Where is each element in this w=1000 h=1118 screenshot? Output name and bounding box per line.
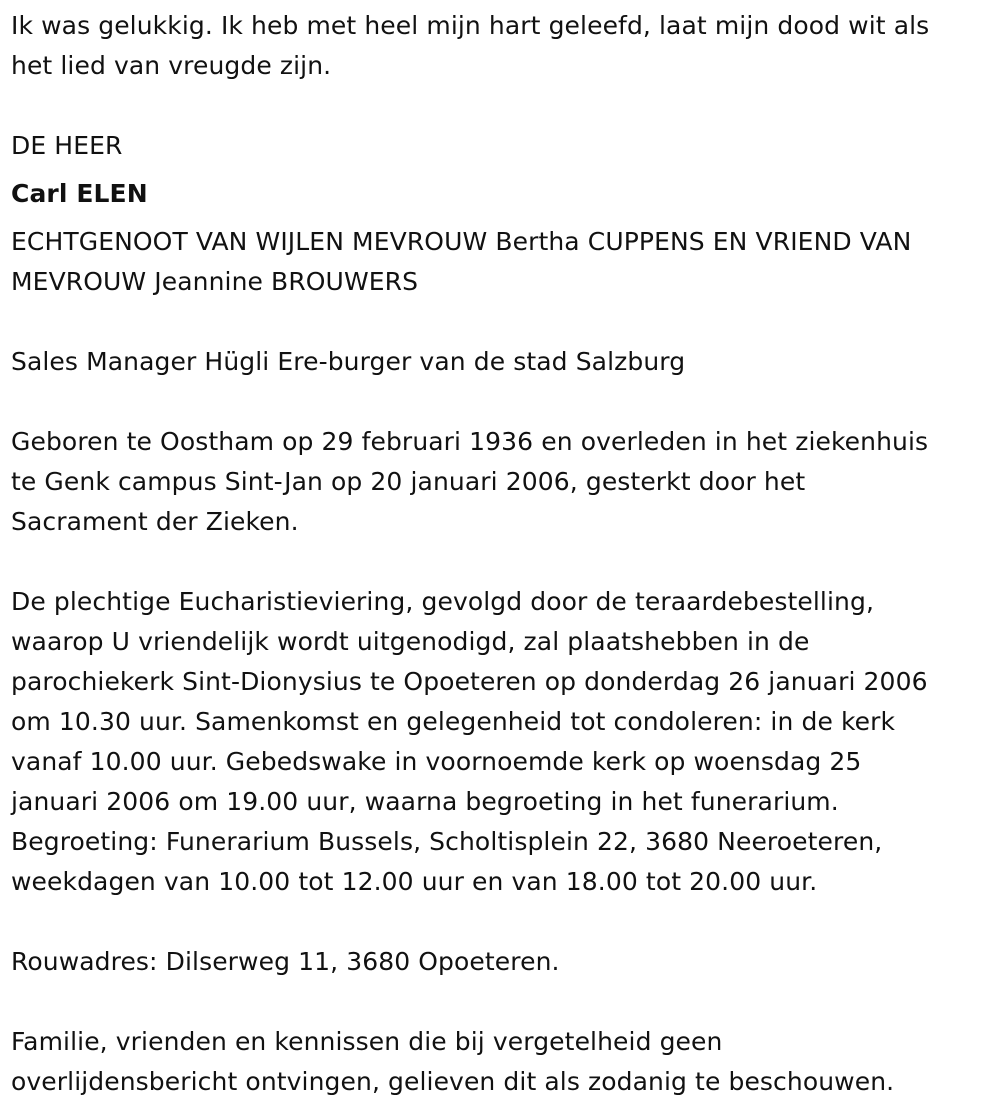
spacer — [11, 302, 988, 342]
occupation-line: Sales Manager Hügli Ere-burger van de stad Salzburg — [11, 347, 686, 376]
ceremony-line: Begroeting: Funerarium Bussels, Scholtisplein 22, 3680 Neeroeteren, — [11, 827, 883, 856]
ceremony-line: waarop U vriendelijk wordt uitgenodigd, zal plaatshebben in de — [11, 627, 810, 656]
relation-line: ECHTGENOOT VAN WIJLEN MEVROUW Bertha CUPPENS EN VRIEND VAN — [11, 227, 912, 256]
address-text — [11, 942, 988, 982]
relation-text — [11, 222, 988, 302]
spacer — [11, 982, 988, 1022]
closing-line: Familie, vrienden en kennissen die bij vergetelheid geen — [11, 1027, 723, 1056]
birth-death-line: Geboren te Oostham op 29 februari 1936 en overleden in het ziekenhuis — [11, 427, 929, 456]
occupation-text — [11, 342, 988, 382]
ceremony-line: parochiekerk Sint-Dionysius te Opoeteren op donderdag 26 januari 2006 — [11, 667, 928, 696]
birth-death-line: Sacrament der Zieken. — [11, 507, 299, 536]
closing-text — [11, 1022, 988, 1102]
title-prefix-text: DE HEER — [11, 131, 123, 160]
deceased-name-text: Carl ELEN — [11, 179, 148, 208]
quote-line: het lied van vreugde zijn. — [11, 51, 332, 80]
ceremony-line: weekdagen van 10.00 tot 12.00 uur en van 18.00 tot 20.00 uur. — [11, 867, 818, 896]
birth-death-text — [11, 422, 988, 542]
spacer — [11, 542, 988, 582]
spacer — [11, 902, 988, 942]
ceremony-line: om 10.30 uur. Samenkomst en gelegenheid tot condoleren: in de kerk — [11, 707, 896, 736]
spacer — [11, 86, 988, 126]
quote-line: Ik was gelukkig. Ik heb met heel mijn hart geleefd, laat mijn dood wit als — [11, 11, 930, 40]
spacer — [11, 382, 988, 422]
birth-death-line: te Genk campus Sint-Jan op 20 januari 2006, gesterkt door het — [11, 467, 806, 496]
opening-quote — [11, 6, 988, 86]
title-prefix — [11, 126, 988, 166]
closing-line: overlijdensbericht ontvingen, gelieven dit als zodanig te beschouwen. — [11, 1067, 895, 1096]
ceremony-line: vanaf 10.00 uur. Gebedswake in voornoemde kerk op woensdag 25 — [11, 747, 862, 776]
deceased-name — [11, 174, 988, 214]
ceremony-line: januari 2006 om 19.00 uur, waarna begroeting in het funerarium. — [11, 787, 839, 816]
relation-line: MEVROUW Jeannine BROUWERS — [11, 267, 419, 296]
ceremony-line: De plechtige Eucharistieviering, gevolgd door de teraardebestelling, — [11, 587, 874, 616]
ceremony-text — [11, 582, 988, 902]
address-line: Rouwadres: Dilserweg 11, 3680 Opoeteren. — [11, 947, 560, 976]
